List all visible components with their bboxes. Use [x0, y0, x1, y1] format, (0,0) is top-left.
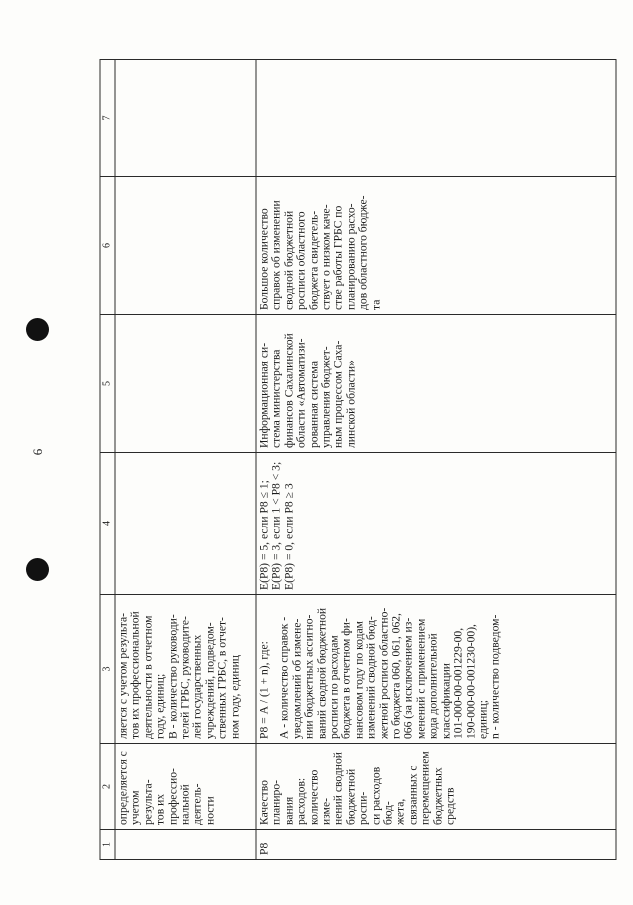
- cell-index: Р8: [256, 830, 616, 860]
- cell-indicator-name: Качество планиро- вания расходов: количество изме- нений сводной бюджетной роспи- си расходов бюд- жета, связанных с перемещением бюджетных средств: [256, 744, 616, 830]
- cell-extra: [115, 60, 256, 177]
- column-number-3: 3: [100, 595, 115, 744]
- column-number-6: 6: [100, 177, 115, 315]
- column-number-5: 5: [100, 315, 115, 453]
- cell-extra: [256, 60, 616, 177]
- table-row-p8: [256, 60, 616, 860]
- cell-source: [115, 315, 256, 453]
- cell-source: Информационная си- стема министерства финансов Сахалинской области «Автоматизи- рованная система управления бюджет- ным процессом Саха- линской области»: [256, 315, 616, 453]
- cell-indicator-name: определяется с учетом результа- тов их профессио- нальной деятель- ности: [115, 744, 256, 830]
- cell-index: [115, 830, 256, 860]
- column-number-1: 1: [100, 830, 115, 860]
- column-number-2: 2: [100, 744, 115, 830]
- punch-hole-top: [26, 318, 49, 341]
- column-number-7: 7: [100, 60, 115, 177]
- punch-hole-bottom: [26, 558, 49, 581]
- criteria-table: [99, 59, 616, 860]
- criteria-table-rotated: [99, 60, 616, 860]
- table-header-row: [100, 60, 115, 860]
- cell-scoring: [115, 453, 256, 595]
- page-number: 6: [30, 448, 45, 456]
- cell-comment: [115, 177, 256, 315]
- cell-formula: ляется с учетом результа- тов их профессиональной деятельности в отчетном году, единиц; В - количество руководи- телей ГРБС, руководите- лей государственных учреждений, подведом- ственных ГРБС, в отчет- ном году, единиц: [115, 595, 256, 744]
- table-row-continuation: [115, 60, 256, 860]
- column-number-4: 4: [100, 453, 115, 595]
- cell-comment: Большое количество справок об изменении сводной бюджетной росписи областного бюджета свидетель- ствует о низком каче- стве работы ГРБС по планированию расхо- дов областного бюдже- та: [256, 177, 616, 315]
- formula-line: Р8 = А / (1 + n), где:: [257, 641, 270, 739]
- cell-scoring: Е(Р8) = 5, если Р8 ≤ 1; Е(Р8) = 3, если 1 < Р8 < 3; Е(Р8) = 0, если Р8 ≥ 3: [256, 453, 616, 595]
- cell-formula: [256, 595, 616, 744]
- formula-explanation: А - количество справок - уведомлений об измене- нии бюджетных ассигно- ваний сводной бюджетной росписи по расходам бюджета в отчетном фи- нансовом году по кодам изменений сводной бюд- жетной росписи областно- го бюджета 060, 061, 062, 066 (за исключением из- менений с применением кода дополнительной классификации 101-000-00-001229-00, 190-000-00-001230-00), единиц; n - количество подведом-: [277, 607, 502, 739]
